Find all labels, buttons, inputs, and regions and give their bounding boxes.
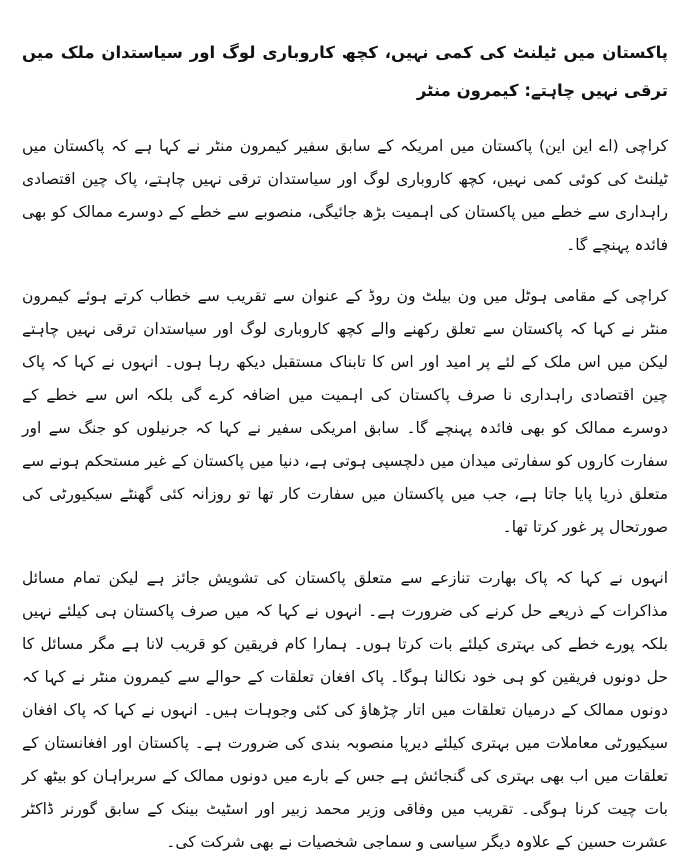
article-paragraph-1: کراچی (اے این این) پاکستان میں امریکہ کے سابق سفیر کیمرون منٹر نے کہا ہے کہ پاکستان میں ٹیلنٹ کی کوئی کمی نہیں، کچھ کاروباری لوگ اور سیاستدان ترقی نہیں چاہتے، پاک چین اقتصادی راہداری سے خطے میں پاکستان کی اہمیت بڑھ جائیگی، منصوبے سے خطے کے دوسرے ممالک کو بھی فائدہ پہنچے گا۔ bbox=[22, 137, 668, 254]
article-headline: پاکستان میں ٹیلنٹ کی کمی نہیں، کچھ کاروباری لوگ اور سیاستدان ملک میں ترقی نہیں چاہتے: کیمرون منٹر bbox=[22, 43, 668, 100]
article-paragraph-3: انہوں نے کہا کہ پاک بھارت تنازعے سے متعلق پاکستان کی تشویش جائز ہے لیکن تمام مسائل مذاکرات کے ذریعے حل کرنے کی ضرورت ہے۔ انہوں نے کہا کہ میں صرف پاکستان ہی کیلئے نہیں بلکہ پورے خطے کی بہتری کیلئے بات کرتا ہوں۔ ہمارا کام فریقین کو قریب لانا ہے مگر مسائل کا حل دونوں فریقین کو ہی خود نکالنا ہوگا۔ پاک افغان تعلقات کے حوالے سے کیمرون منٹر نے کہا کہ دونوں ممالک کے درمیان تعلقات میں اتار چڑھاؤ کی کئی وجوہات ہیں۔ انہوں نے کہا کہ پاک افغان سیکیورٹی معاملات میں بہتری کیلئے دیرپا منصوبہ بندی کی ضرورت ہے۔ پاکستان اور افغانستان کے تعلقات میں اب بھی بہتری کی گنجائش ہے جس کے بارے میں دونوں ممالک کے سربراہان کو بیٹھ کر بات چیت کرنا ہوگی۔ تقریب میں وفاقی وزیر محمد زبیر اور اسٹیٹ بینک کے سابق گورنر ڈاکٹر عشرت حسین کے علاوہ دیگر سیاسی و سماجی شخصیات نے بھی شرکت کی۔ bbox=[22, 569, 668, 851]
article-paragraph-2: کراچی کے مقامی ہوٹل میں ون بیلٹ ون روڈ کے عنوان سے تقریب سے خطاب کرتے ہوئے کیمرون منٹر نے کہا کہ پاکستان سے تعلق رکھنے والے کچھ کاروباری لوگ اور سیاستدان ترقی نہیں چاہتے لیکن میں اس ملک کے لئے پر امید اور اس کا تابناک مستقبل دیکھ رہا ہوں۔ انہوں نے کہا کہ پاک چین اقتصادی راہداری نا صرف پاکستان کی اہمیت میں اضافہ کرے گی بلکہ اس سے خطے کے دوسرے ممالک کو بھی فائدہ پہنچے گا۔ سابق امریکی سفیر نے کہا کہ جرنیلوں کو جنگ سے اور سفارت کاروں کو سفارتی میدان میں دلچسپی ہوتی ہے، دنیا میں پاکستان کے غیر مستحکم ہونے سے متعلق ذریا پایا جاتا ہے، جب میں پاکستان میں سفارت کار تھا تو روزانہ کئی گھنٹے سیکیورٹی کی صورتحال پر غور کرتا تھا۔ bbox=[22, 287, 668, 536]
